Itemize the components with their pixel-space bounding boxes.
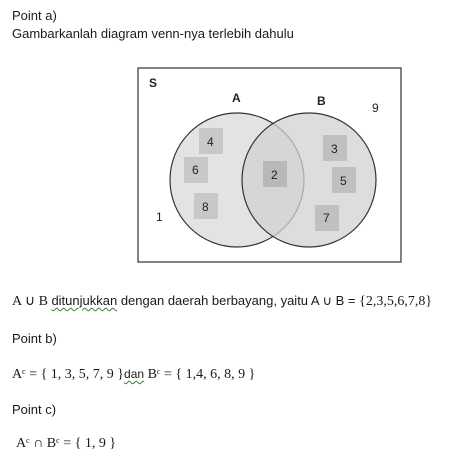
heading-point-a: Point a) [12, 8, 57, 23]
element-6: 6 [192, 163, 199, 177]
statement-union [12, 293, 432, 310]
heading-point-b: Point b) [12, 331, 57, 346]
union-prefix: A ∪ B [12, 294, 52, 309]
element-7: 7 [323, 211, 330, 225]
element-9: 9 [372, 101, 379, 115]
set-a-label: A [232, 91, 241, 105]
union-value: {2,3,5,6,7,8} [359, 294, 433, 309]
element-8: 8 [202, 200, 209, 214]
universe-label: S [149, 76, 158, 90]
heading-point-c: Point c) [12, 402, 57, 417]
element-2: 2 [271, 168, 278, 182]
b-complement: Bᶜ = { 1,4, 6, 8, 9 } [144, 367, 256, 382]
instruction-text: Gambarkanlah diagram venn-nya terlebih dahulu [12, 26, 294, 41]
statement-complements [12, 366, 255, 383]
element-1: 1 [156, 210, 163, 224]
element-4: 4 [207, 135, 214, 149]
complement-joiner: dan [124, 367, 145, 381]
a-complement: Aᶜ = { 1, 3, 5, 7, 9 } [12, 367, 125, 382]
set-b-label: B [317, 94, 326, 108]
element-3: 3 [331, 142, 338, 156]
statement-intersection-complements: Aᶜ ∩ Bᶜ = { 1, 9 } [16, 436, 117, 451]
union-middle: dengan daerah berbayang, yaitu A ∪ B = [117, 293, 360, 308]
union-underlined-word: ditunjukkan [51, 293, 118, 308]
element-5: 5 [340, 174, 347, 188]
